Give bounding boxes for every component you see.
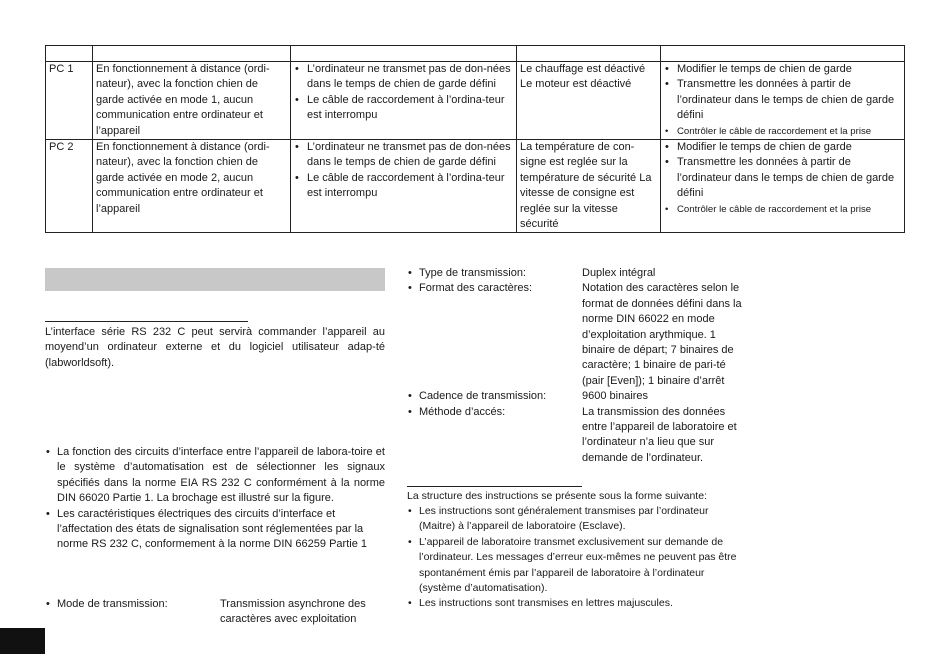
solution-item: • Contrôler le câble de raccordement et la prise [664,202,901,217]
error-effect: En fonctionnement à distance (ordi-nateur), avec la fonction chien de garde activée en mode 2, aucun communication entre ordinateur et l’appareil [93,140,291,233]
spec-row [407,281,752,389]
spec-value: Notation des caractères selon le format de données défini dans la norme DIN 66022 en mode d’exploitation arythmique. 1 binaire de départ; 7 binaires de caractère; 1 binaire de pari-té (pair [Even]); 1 binaire d’arrêt [582,282,742,387]
table-row [46,140,905,233]
mode-spec [45,597,385,628]
solution-item: • Modifier le temps de chien de garde [664,140,901,155]
cause-item: • Le câble de raccordement à l’ordina-teur est interrompu [294,171,513,202]
spec-label: • Cadence de transmission: [407,389,546,404]
error-code: PC 2 [46,140,93,233]
header-cell [93,46,291,62]
intro-paragraph: L’interface série RS 232 C peut servirà commander l’appareil au moyend’un ordinateur externe et du logiciel utilisateur adap-té (labworldsoft). [45,326,385,369]
solution-item: • Transmettre les données à partir de l’ordinateur dans le temps de chien de garde défini [664,155,901,201]
error-table [45,45,905,233]
header-cell [46,46,93,62]
spec-value: 9600 binaires [582,390,649,403]
list-item: • La fonction des circuits d’interface entre l’appareil de labora-toire et le système d’automatisation est de sélectionner les signaux spécifiés dans la norme EIA RS 232 C conformément à la norme DIN 66020 Partie 1. La brochage est illustré sur la figure. [45,445,385,507]
page-tab-marker [0,628,45,654]
structure-intro: La structure des instructions se présente sous la forme suivante: [407,490,707,502]
cause-item: • Le câble de raccordement à l’ordina-teur est interrompu [294,93,513,124]
spec-row [407,405,752,467]
interface-bullets [45,445,385,553]
spec-label: • Mode de transmission: [45,597,168,612]
header-cell [517,46,661,62]
subheading-rule [45,321,248,322]
cause-item: • L’ordinateur ne transmet pas de don-nées dans le temps de chien de garde défini [294,62,513,93]
list-item: • Les instructions sont transmises en lettres majuscules. [407,596,747,611]
spec-label: • Format des caractères: [407,281,532,296]
spec-list [407,266,752,466]
spec-value: Transmission asynchrone des caractères avec exploitation [220,598,366,626]
spec-row [407,266,752,281]
solution-item: • Transmettre les données à partir de l’ordinateur dans le temps de chien de garde défini [664,77,901,123]
error-effect: En fonctionnement à distance (ordi-nateur), avec la fonction chien de garde activée en mode 1, aucun communication entre ordinateur et l’appareil [93,62,291,140]
spec-label: • Méthode d’accés: [407,405,505,420]
spec-row [407,389,752,404]
header-cell [661,46,905,62]
list-item: • L’appareil de laboratoire transmet exclusivement sur demande de l’ordinateur. Les messages d’erreur eux-mêmes ne peuvent pas être spontanément émis par l’appareil de laboratoire à l’ordinateur (système d’automatisation). [407,535,747,597]
error-causes [291,62,517,140]
error-solutions [661,140,905,233]
error-consequence: Le chauffage est déactivé Le moteur est déactivé [517,62,661,140]
spec-value: Duplex intégral [582,267,656,279]
cause-item: • L’ordinateur ne transmet pas de don-nées dans le temps de chien de garde défini [294,140,513,171]
error-causes [291,140,517,233]
table-header-row [46,46,905,62]
table-row [46,62,905,140]
solution-item: • Contrôler le câble de raccordement et la prise [664,124,901,139]
structure-bullets [407,504,747,612]
spec-label: • Type de transmission: [407,266,526,281]
list-item: • Les instructions sont généralement transmises par l’ordinateur (Maitre) à l’appareil de laboratoire (Esclave). [407,504,747,535]
solution-item: • Modifier le temps de chien de garde [664,62,901,77]
spec-value: La transmission des données entre l’appareil de laboratoire et l’ordinateur n’a lieu que sur demande de l’ordinateur. [582,405,737,464]
section-title-bar [45,268,385,291]
error-consequence: La température de con-signe est reglée sur la température de sécurité La vitesse de consigne est reglée sur la vitesse sécurité [517,140,661,233]
list-item: • Les caractéristiques électriques des circuits d’interface et l’affectation des états de signalisation sont réglementées par la norme RS 232 C, conformement à la norme DIN 66259 Partie 1 [45,507,385,553]
error-code: PC 1 [46,62,93,140]
subheading-rule [407,486,582,487]
error-solutions [661,62,905,140]
header-cell [291,46,517,62]
